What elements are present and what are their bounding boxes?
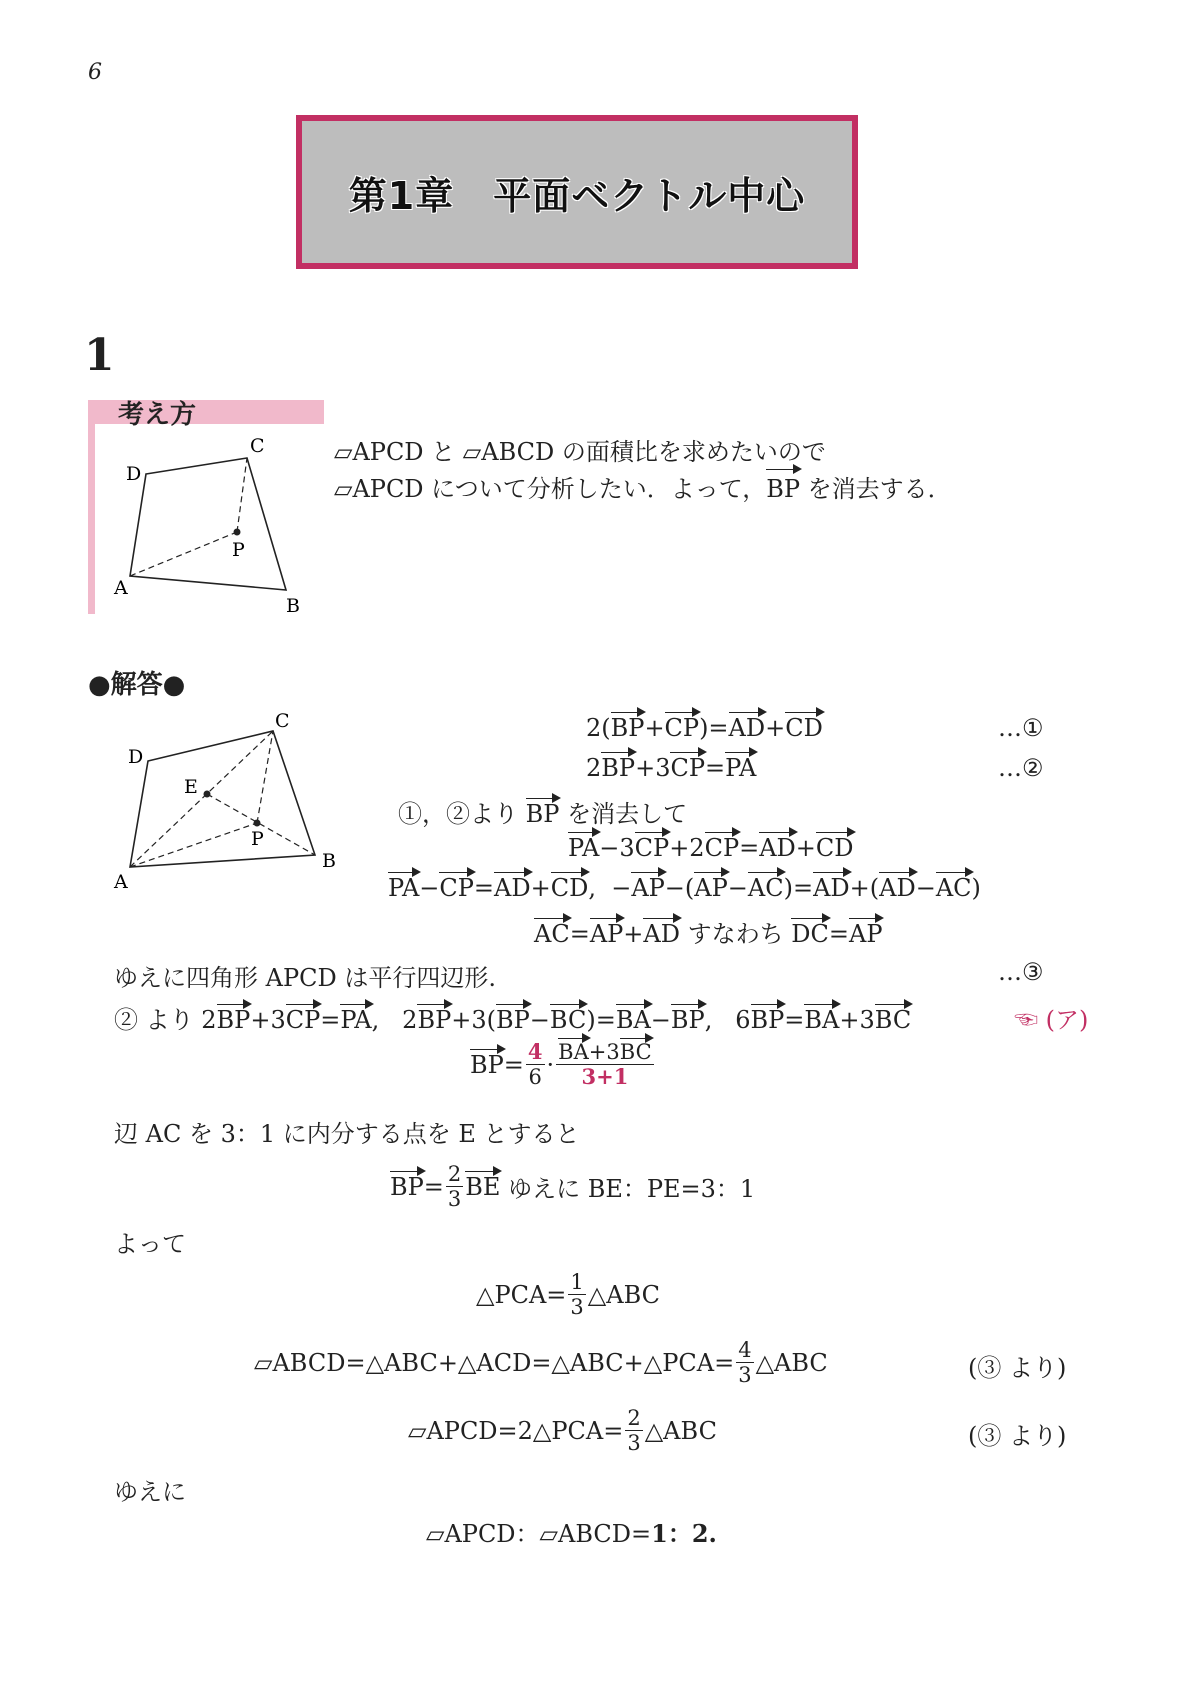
answer-label: ●解答● — [88, 670, 186, 700]
area-ref-2: (③ より) — [968, 1354, 1067, 1382]
ref-1: …① — [998, 714, 1044, 742]
thinking-figure — [100, 430, 330, 620]
chapter-header — [296, 115, 858, 269]
equation-7: BP = $\frac{4}{6}$ · $\frac{BA+3BC}{3+1}$ — [470, 1039, 652, 1089]
segment-pc — [237, 458, 247, 532]
equation-1: 2(BP+CP)=AD+CD — [586, 714, 823, 742]
segment-pc — [257, 731, 273, 823]
equation-2: 2BP+3CP=PA — [586, 754, 757, 782]
label-p: P — [232, 539, 245, 561]
divide-line: 辺 AC を 3：1 に内分する点を E とすると — [114, 1120, 580, 1148]
thinking-side-bar — [88, 400, 95, 614]
quad-abcd — [130, 458, 286, 590]
label-b: B — [322, 850, 336, 872]
thinking-line-2: ▱APCD について分析したい．よって，BP を消去する． — [334, 471, 952, 508]
label-e: E — [184, 776, 198, 798]
ref-2: …② — [998, 754, 1044, 782]
parallelogram-line: ゆえに四角形 APCD は平行四辺形. — [114, 964, 496, 992]
quad-abcd — [130, 731, 315, 867]
equation-6: ② より 2BP+3CP=PA, 2BP+3(BP−BC)=BA−BP, 6BP=BA+3BC — [114, 1006, 912, 1034]
point-p — [254, 820, 261, 827]
yueni-line: ゆえに — [114, 1478, 186, 1506]
label-d: D — [128, 746, 144, 768]
answer-figure — [100, 705, 350, 905]
equation-4: PA−CP=AD+CD, −AP−(AP−AC)=AD+(AD−AC) — [388, 874, 981, 902]
equation-3: PA−3CP+2CP=AD+CD — [568, 834, 854, 862]
point-p — [234, 529, 241, 536]
thinking-label: 考え方 — [118, 400, 197, 430]
label-d: D — [126, 463, 142, 485]
hint-a: ☜ (ア) — [1014, 1006, 1089, 1034]
area-equation-3: ▱APCD=2△PCA= $\frac{2}{3}$ △ABC — [408, 1406, 717, 1455]
area-equation-2: ▱ABCD=△ABC+△ACD=△ABC+△PCA= $\frac{4}{3}$ △ABC — [254, 1338, 828, 1387]
chapter-title: 第1章 平面ベクトル中心 — [348, 173, 806, 218]
page-number: 6 — [88, 60, 102, 85]
equation-8: BP = $\frac{2}{3}$ BE ゆえに BE：PE=3：1 — [390, 1162, 756, 1211]
area-equation-1: △PCA= $\frac{1}{3}$ △ABC — [476, 1270, 661, 1319]
label-c: C — [250, 435, 265, 457]
label-p: P — [251, 828, 264, 850]
label-a: A — [114, 871, 128, 893]
segment-ap — [130, 532, 237, 576]
label-c: C — [275, 710, 290, 732]
label-a: A — [114, 577, 128, 599]
thinking-line-1: ▱APCD と ▱ABCD の面積比を求めたいので — [334, 438, 826, 466]
point-e — [204, 791, 211, 798]
problem-number: 1 — [84, 330, 115, 381]
equation-5: AC=AP+AD すなわち DC=AP — [534, 920, 883, 948]
ref-3: …③ — [998, 958, 1044, 986]
yotte-line: よって — [114, 1230, 186, 1258]
eliminate-line: ①，②より BP を消去して — [398, 800, 688, 828]
area-ref-3: (③ より) — [968, 1422, 1067, 1450]
final-answer: ▱APCD：▱ABCD=1：2. — [426, 1519, 717, 1548]
label-b: B — [286, 595, 300, 617]
